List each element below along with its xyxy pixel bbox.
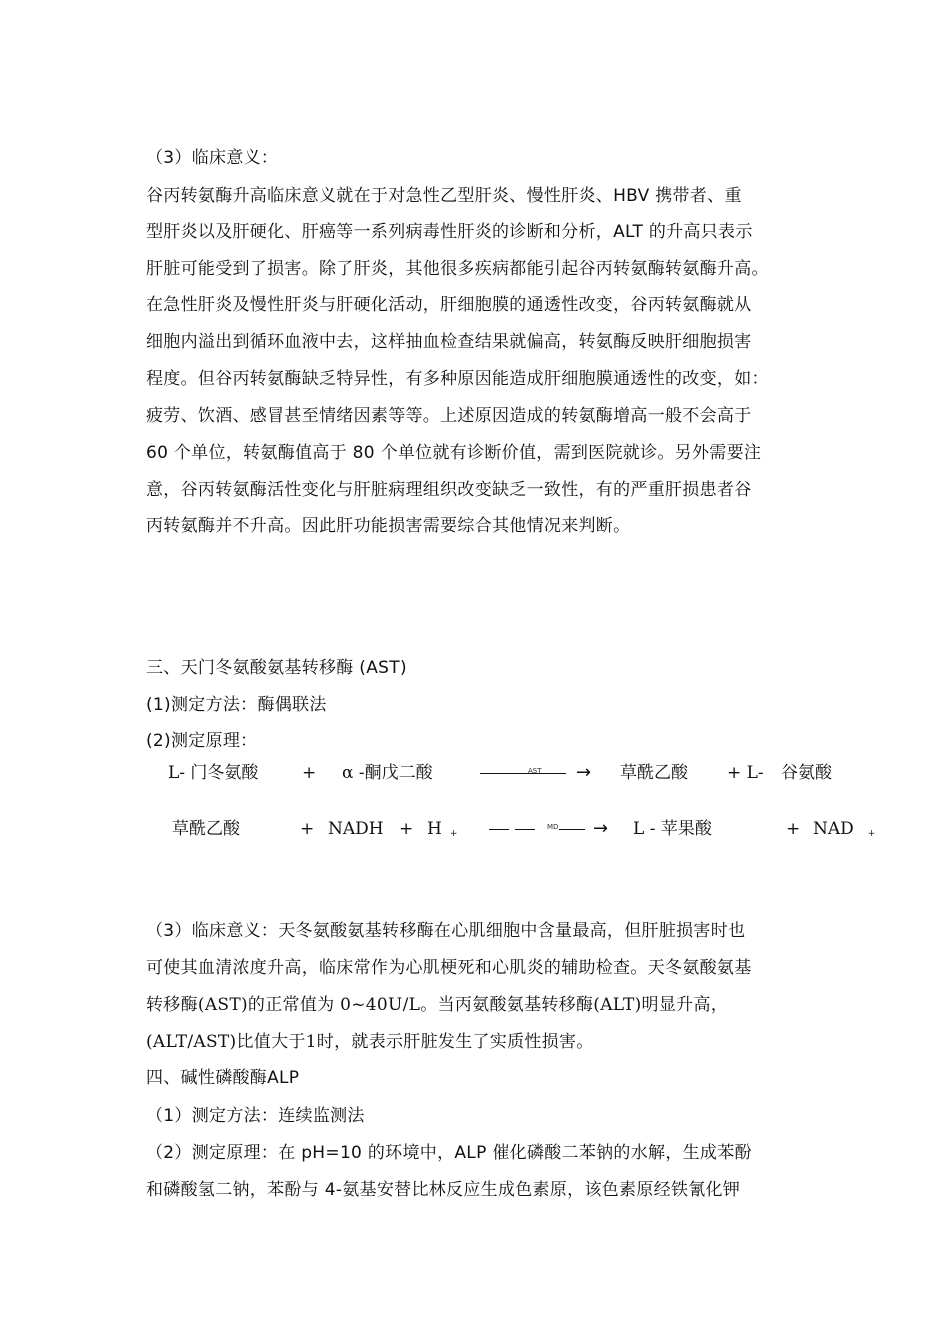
reaction-substrate: α -酮戊二酸 xyxy=(342,763,433,783)
paragraph-line: 细胞内溢出到循环血液中去，这样抽血检查结果就偏高，转氨酶反映肝细胞损害 xyxy=(146,332,752,352)
paragraph-line: 丙转氨酶并不升高。因此肝功能损害需要综合其他情况来判断。 xyxy=(146,516,631,536)
paragraph-line: 肝脏可能受到了损害。除了肝炎，其他很多疾病都能引起谷丙转氨酶转氨酶升高。 xyxy=(146,259,769,279)
paragraph-line: 型肝炎以及肝硬化、肝癌等一系列病毒性肝炎的诊断和分析，ALT 的升高只表示 xyxy=(146,222,753,242)
alp-method: （1）测定方法：连续监测法 xyxy=(146,1106,365,1126)
ast-clinical-line: （3）临床意义：天冬氨酸氨基转移酶在心肌细胞中含量最高，但肝脏损害时也 xyxy=(146,921,746,941)
reaction-product: 谷氨酸 xyxy=(781,763,832,783)
paragraph-line: 意，谷丙转氨酶活性变化与肝脏病理组织改变缺乏一致性，有的严重肝损患者谷 xyxy=(146,480,752,500)
reaction-plus: + L- xyxy=(727,763,764,783)
ast-clinical-line: 转移酶(AST)的正常值为 0~40U/L。当丙氨酸氨基转移酶(ALT)明显升高， xyxy=(146,995,729,1015)
paragraph-line: 60 个单位，转氨酶值高于 80 个单位就有诊断价值，需到医院就诊。另外需要注 xyxy=(146,443,762,463)
ast-title: 三、天门冬氨酸氨基转移酶 (AST) xyxy=(146,658,407,678)
reaction-plus: + xyxy=(786,819,801,839)
ast-method: (1)测定方法：酶偶联法 xyxy=(146,695,327,715)
alp-title: 四、碱性磷酸酶ALP xyxy=(146,1068,300,1088)
reaction-product: NAD $_+$ xyxy=(813,819,876,839)
paragraph-line: 在急性肝炎及慢性肝炎与肝硬化活动，肝细胞膜的通透性改变，谷丙转氨酶就从 xyxy=(146,295,752,315)
reaction-arrow xyxy=(489,818,615,840)
paragraph-line: 程度。但谷丙转氨酶缺乏特异性，有多种原因能造成肝细胞膜通透性的改变，如： xyxy=(146,369,769,389)
arrow-head-icon: → xyxy=(593,818,609,839)
enzyme-label: AST xyxy=(528,767,542,775)
alp-principle-line: （2）测定原理：在 pH=10 的环境中，ALP 催化磷酸二苯钠的水解，生成苯酚 xyxy=(146,1143,752,1163)
clinical-heading: （3）临床意义： xyxy=(146,148,279,168)
reaction-plus: + xyxy=(399,819,414,839)
enzyme-label: MD xyxy=(547,823,559,831)
paragraph-line: 谷丙转氨酶升高临床意义就在于对急性乙型肝炎、慢性肝炎、HBV 携带者、重 xyxy=(146,186,742,206)
reaction-substrate: NADH xyxy=(328,819,384,839)
reaction-arrow xyxy=(480,762,600,784)
ast-principle: (2)测定原理： xyxy=(146,731,258,751)
arrow-head-icon: → xyxy=(576,762,592,783)
ast-clinical-line: (ALT/AST)比值大于1时，就表示肝脏发生了实质性损害。 xyxy=(146,1032,594,1052)
reaction-substrate: L- 门冬氨酸 xyxy=(168,763,259,783)
reaction-substrate: H $_+$ xyxy=(427,819,458,839)
ast-clinical-line: 可使其血清浓度升高，临床常作为心肌梗死和心肌炎的辅助检查。天冬氨酸氨基 xyxy=(146,958,752,978)
reaction-product: L - 苹果酸 xyxy=(633,819,712,839)
paragraph-line: 疲劳、饮酒、感冒甚至情绪因素等等。上述原因造成的转氨酶增高一般不会高于 xyxy=(146,406,752,426)
reaction-substrate: 草酰乙酸 xyxy=(172,819,240,839)
reaction-product: 草酰乙酸 xyxy=(620,763,688,783)
reaction-plus: + xyxy=(302,763,317,783)
alp-principle-line: 和磷酸氢二钠，苯酚与 4-氨基安替比林反应生成色素原，该色素原经铁氰化钾 xyxy=(146,1180,741,1200)
reaction-plus: + xyxy=(300,819,315,839)
